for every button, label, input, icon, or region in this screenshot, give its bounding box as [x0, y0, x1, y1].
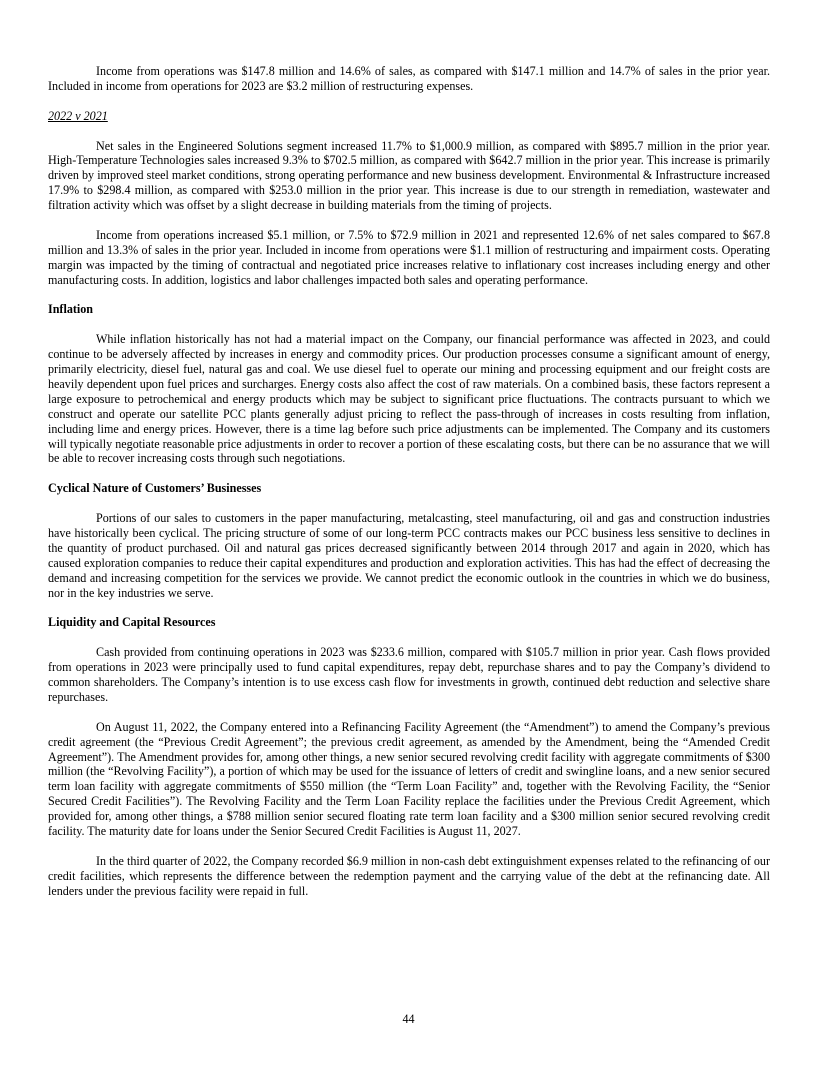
document-page: [48, 64, 770, 913]
heading-liquidity: Liquidity and Capital Resources: [48, 615, 216, 630]
heading-inflation: Inflation: [48, 302, 94, 317]
paragraph-inflation: While inflation historically has not had a material impact on the Company, our financial performance was affected in 2023, and could continue to be adversely affected by increases in energy and commodity prices. Our production processes consume a significant amount of energy, primarily electricity, diesel fuel, natural gas and coal. We use diesel fuel to operate our mining and processing equipment and our freight costs are heavily dependent upon fuel prices and surcharges. Energy costs also affect the cost of raw materials. On a combined basis, these factors represent a large exposure to petrochemical and energy products which may be subject to significant price fluctuations. The contracts pursuant to which we construct and operate our satellite PCC plants generally adjust pricing to reflect the pass-through of increases in costs resulting from inflation, including lime and energy prices. However, there is a time lag before such price adjustments can be implemented. The Company and its customers will typically negotiate reasonable price adjustments in order to recover a portion of these escalating costs, but there can be no assurance that we will be able to recover increasing costs through such negotiations.: [48, 332, 770, 466]
paragraph-debt-extinguishment: In the third quarter of 2022, the Company recorded $6.9 million in non-cash debt extinguishment expenses related to the refinancing of our credit facilities, which represents the difference between the redemption payment and the carrying value of the debt at the refinancing date. All lenders under the previous facility were repaid in full.: [48, 853, 770, 898]
paragraph-engineered-solutions-sales: Net sales in the Engineered Solutions segment increased 11.7% to $1,000.9 million, as compared with $895.7 million in the prior year. High-Temperature Technologies sales increased 9.3% to $702.5 million, as compared with $642.7 million in the prior year. This increase is primarily driven by improved steel market conditions, strong operating performance and new business development. Environmental & Infrastructure increased 17.9% to $298.4 million, as compared with $253.0 million in the prior year. This increase is due to our strength in remediation, wastewater and filtration activity which was offset by a slight decrease in building materials from the timing of projects.: [48, 138, 770, 213]
subheading-2022-v-2021: 2022 v 2021: [48, 108, 108, 123]
paragraph-refinancing-agreement: On August 11, 2022, the Company entered into a Refinancing Facility Agreement (the “Amendment”) to amend the Company’s previous credit agreement (the “Previous Credit Agreement”; the previous credit agreement, as amended by the Amendment, being the “Amended Credit Agreement”). The Amendment provides for, among other things, a new senior secured revolving credit facility with aggregate commitments of $300 million (the “Revolving Facility”), a portion of which may be used for the issuance of letters of credit and swingline loans, and a new senior secured term loan facility with aggregate commitments of $550 million (the “Term Loan Facility” and, together with the Revolving Facility, the “Senior Secured Credit Facilities”). The Revolving Facility and the Term Loan Facility replace the facilities under the Previous Credit Agreement, which provided for, among other things, a $788 million senior secured floating rate term loan facility and a $300 million senior secured revolving credit facility. The maturity date for loans under the Senior Secured Credit Facilities is August 11, 2027.: [48, 719, 770, 839]
page-number: 44: [402, 1012, 415, 1026]
heading-cyclical-nature: Cyclical Nature of Customers’ Businesses: [48, 481, 262, 496]
paragraph-cyclical-nature: Portions of our sales to customers in the paper manufacturing, metalcasting, steel manufacturing, oil and gas and construction industries have historically been cyclical. The pricing structure of some of our long-term PCC contracts makes our PCC business less sensitive to declines in the quantity of product purchased. Oil and natural gas prices decreased significantly between 2014 through 2017 and again in 2020, which has caused exploration companies to reduce their capital expenditures and production and exploration activities. This has had the effect of decreasing the demand and increasing competition for the services we provide. We cannot predict the economic outlook in the countries in which we do business, nor in the key industries we serve.: [48, 511, 770, 600]
paragraph-cash-provided: Cash provided from continuing operations in 2023 was $233.6 million, compared with $105.7 million in prior year. Cash flows provided from operations in 2023 were principally used to fund capital expenditures, repay debt, repurchase shares and to pay the Company’s dividend to common shareholders. The Company’s intention is to use excess cash flow for investments in growth, continued debt reduction and selective share repurchases.: [48, 645, 770, 704]
paragraph-income-from-operations-2023: Income from operations was $147.8 million and 14.6% of sales, as compared with $147.1 million and 14.7% of sales in the prior year. Included in income from operations for 2023 are $3.2 million of restructuring expenses.: [48, 64, 770, 93]
paragraph-income-from-operations-2021: Income from operations increased $5.1 million, or 7.5% to $72.9 million in 2021 and represented 12.6% of net sales compared to $67.8 million and 13.3% of sales in the prior year. Included in income from operations were $1.1 million of restructuring and impairment costs. Operating margin was impacted by the timing of contractual and negotiated price increases relative to inflationary cost increases including energy and other manufacturing costs. In addition, logistics and labor challenges impacted both sales and operating performance.: [48, 227, 770, 287]
